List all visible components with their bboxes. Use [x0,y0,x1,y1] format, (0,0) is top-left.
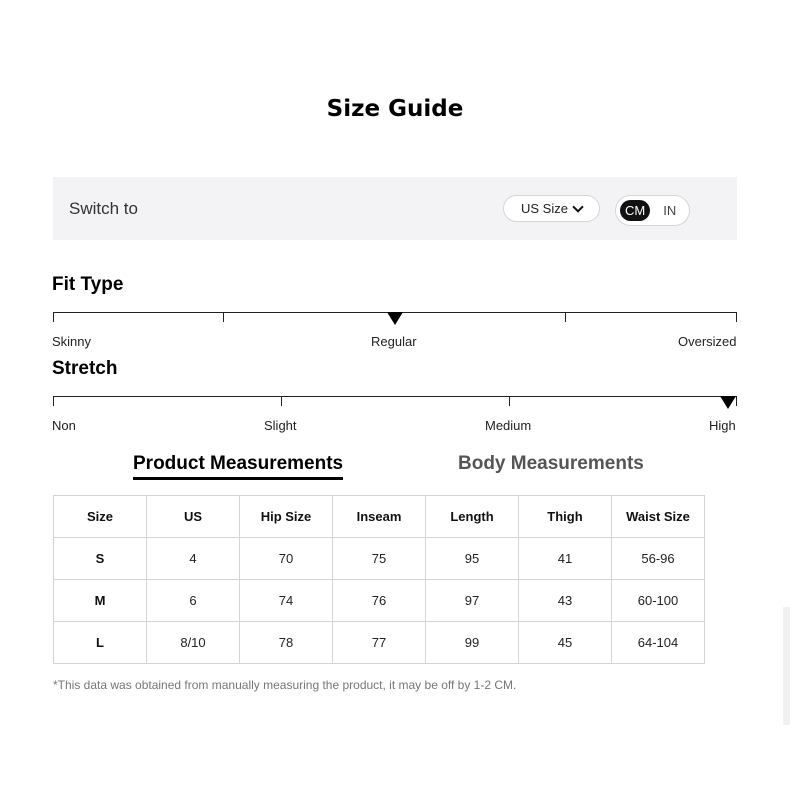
fit-type-tick [223,313,224,322]
table-header: Length [426,496,519,538]
fit-type-scale [53,312,737,324]
unit-in-option[interactable]: IN [663,203,677,218]
fit-type-tick [736,313,737,322]
table-cell: L [54,622,147,664]
table-cell: 97 [426,580,519,622]
stretch-label-non: Non [52,418,76,433]
tab-body-measurements[interactable]: Body Measurements [458,453,644,474]
table-header: Thigh [519,496,612,538]
size-select-value: US Size [521,201,568,216]
table-cell: 45 [519,622,612,664]
unit-cm-option[interactable]: CM [620,200,650,221]
stretch-scale [53,396,737,408]
stretch-tick [53,397,54,406]
table-cell: M [54,580,147,622]
table-cell: S [54,538,147,580]
table-cell: 76 [333,580,426,622]
fit-type-label-regular: Regular [371,334,417,349]
table-cell: 77 [333,622,426,664]
stretch-label-high: High [709,418,736,433]
table-cell: 6 [147,580,240,622]
table-row [54,580,705,622]
fit-type-title: Fit Type [52,274,124,295]
table-cell: 41 [519,538,612,580]
table-cell: 64-104 [612,622,705,664]
scrollbar-track[interactable] [783,607,790,725]
stretch-tick [736,397,737,406]
tab-product-measurements[interactable]: Product Measurements [133,453,343,480]
unit-switch-bar [53,177,737,240]
table-cell: 60-100 [612,580,705,622]
table-cell: 99 [426,622,519,664]
table-row [54,622,705,664]
table-cell: 56-96 [612,538,705,580]
table-cell: 74 [240,580,333,622]
stretch-selected-marker [720,396,736,409]
table-header: Waist Size [612,496,705,538]
table-cell: 70 [240,538,333,580]
table-row [54,538,705,580]
table-header: Size [54,496,147,538]
table-cell: 95 [426,538,519,580]
stretch-label-slight: Slight [264,418,297,433]
table-header-row [54,496,705,538]
table-cell: 43 [519,580,612,622]
switch-to-label: Switch to [69,199,138,218]
fit-type-label-skinny: Skinny [52,334,92,349]
table-cell: 4 [147,538,240,580]
table-cell: 78 [240,622,333,664]
stretch-label-medium: Medium [485,418,532,433]
measurement-footnote: *This data was obtained from manually measuring the product, it may be off by 1-2 CM. [53,678,517,692]
fit-type-tick [565,313,566,322]
stretch-tick [281,397,282,406]
fit-type-tick [53,313,54,322]
chevron-down-icon [572,201,583,212]
table-cell: 8/10 [147,622,240,664]
table-header: Hip Size [240,496,333,538]
size-table [53,495,705,664]
table-cell: 75 [333,538,426,580]
page-title: Size Guide [326,96,464,122]
fit-type-selected-marker [387,312,403,325]
table-header: Inseam [333,496,426,538]
size-system-select[interactable] [503,195,600,222]
fit-type-label-oversized: Oversized [678,334,737,349]
unit-toggle[interactable] [615,195,690,226]
table-header: US [147,496,240,538]
stretch-title: Stretch [52,358,118,379]
stretch-tick [509,397,510,406]
